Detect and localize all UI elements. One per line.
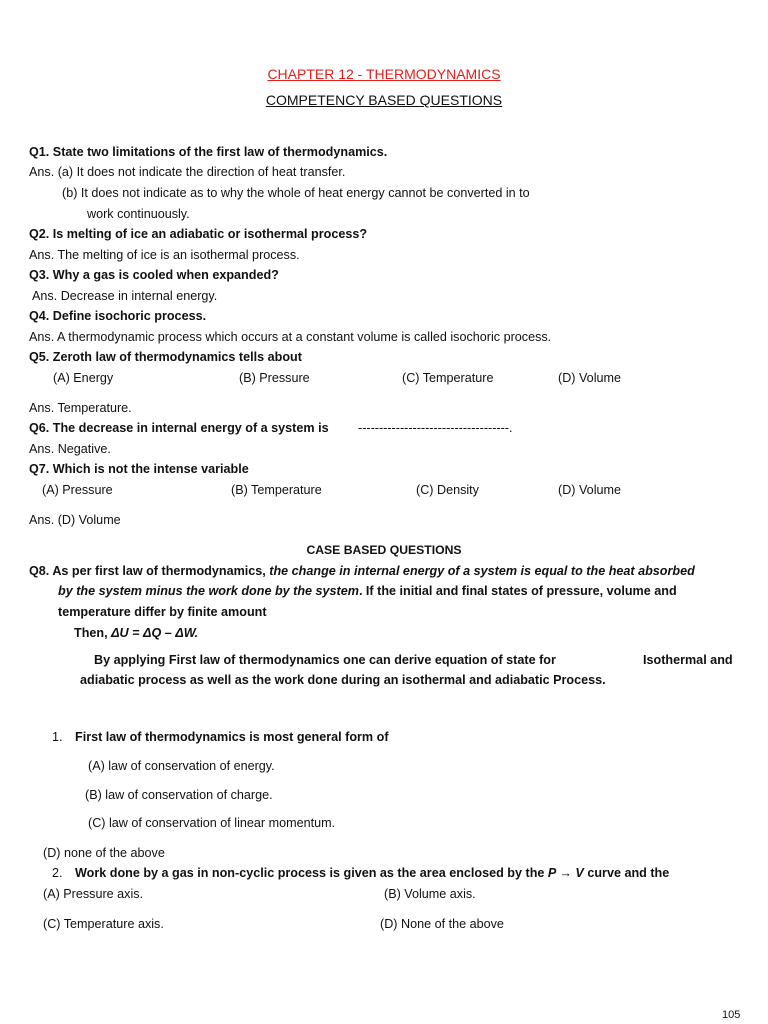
q2-question: Q2. Is melting of ice an adiabatic or isothermal process? (29, 227, 368, 241)
case-paragraph-2: adiabatic process as well as the work done during an isothermal and adiabatic Process. (80, 673, 606, 687)
q5-option-d: (D) Volume (558, 371, 621, 385)
q1-question: Q1. State two limitations of the first law of thermodynamics. (29, 145, 388, 159)
q1-answer-a: Ans. (a) It does not indicate the direction of heat transfer. (29, 165, 346, 179)
q8-equation-line (74, 625, 198, 641)
q3-answer: Ans. Decrease in internal energy. (32, 289, 218, 303)
sub2-option-c: (C) Temperature axis. (43, 917, 164, 931)
case-paragraph-1-end: Isothermal and (643, 653, 733, 667)
sub1-question: First law of thermodynamics is most general form of (75, 730, 389, 744)
q2-answer: Ans. The melting of ice is an isothermal process. (29, 248, 300, 262)
page-number: 105 (722, 1009, 741, 1021)
q8-italic-1: the change in internal energy of a system is equal to the heat absorbed (269, 564, 695, 578)
q7-question: Q7. Which is not the intense variable (29, 462, 249, 476)
pv-symbol: P → V (547, 866, 584, 880)
q8-lead: Q8. As per first law of thermodynamics, (29, 564, 270, 578)
sub2-question-post: curve and the (583, 866, 670, 880)
case-paragraph-1: By applying First law of thermodynamics one can derive equation of state for (94, 653, 556, 667)
q6-question: Q6. The decrease in internal energy of a system is (29, 421, 329, 435)
sub2-option-a: (A) Pressure axis. (43, 887, 144, 901)
case-heading: CASE BASED QUESTIONS (306, 543, 462, 557)
q3-question: Q3. Why a gas is cooled when expanded? (29, 268, 279, 282)
q5-answer: Ans. Temperature. (29, 401, 132, 415)
sub1-option-c: (C) law of conservation of linear momentum. (88, 816, 336, 830)
sub1-option-a: (A) law of conservation of energy. (88, 759, 275, 773)
q8-line1 (29, 563, 695, 579)
q8-rest-2: . If the initial and final states of pressure, volume and (358, 584, 677, 598)
q8-italic-2: by the system minus the work done by the system (58, 584, 359, 598)
sub2-question (75, 865, 669, 881)
sub2-option-b: (B) Volume axis. (384, 887, 476, 901)
sub2-option-d: (D) None of the above (380, 917, 504, 931)
sub1-option-b: (B) law of conservation of charge. (85, 788, 273, 802)
first-law-equation: ΔU = ΔQ – ΔW. (111, 626, 199, 640)
q7-option-b: (B) Temperature (231, 483, 322, 497)
q8-line2 (58, 583, 677, 599)
q7-option-d: (D) Volume (558, 483, 621, 497)
q5-option-a: (A) Energy (53, 371, 114, 385)
q7-answer: Ans. (D) Volume (29, 513, 121, 527)
q6-blank: ------------------------------------. (358, 421, 513, 435)
q1-answer-b: (b) It does not indicate as to why the whole of heat energy cannot be converted in to (62, 186, 530, 200)
then-label: Then, (74, 626, 108, 640)
q4-answer: Ans. A thermodynamic process which occurs at a constant volume is called isochoric process. (29, 330, 552, 344)
sub1-option-d: (D) none of the above (43, 846, 165, 860)
q5-option-b: (B) Pressure (239, 371, 310, 385)
sub1-number: 1. (52, 730, 63, 744)
q6-answer: Ans. Negative. (29, 442, 111, 456)
q5-option-c: (C) Temperature (402, 371, 494, 385)
q7-option-c: (C) Density (416, 483, 479, 497)
q5-question: Q5. Zeroth law of thermodynamics tells about (29, 350, 302, 364)
section-subtitle: COMPETENCY BASED QUESTIONS (265, 92, 503, 108)
q8-line3: temperature differ by finite amount (58, 605, 267, 619)
sub2-number: 2. (52, 866, 63, 880)
chapter-title: CHAPTER 12 - THERMODYNAMICS (267, 66, 501, 82)
q1-answer-b-cont: work continuously. (87, 207, 190, 221)
sub2-question-pre: Work done by a gas in non-cyclic process is given as the area enclosed by the (75, 866, 548, 880)
q7-option-a: (A) Pressure (42, 483, 113, 497)
q4-question: Q4. Define isochoric process. (29, 309, 207, 323)
